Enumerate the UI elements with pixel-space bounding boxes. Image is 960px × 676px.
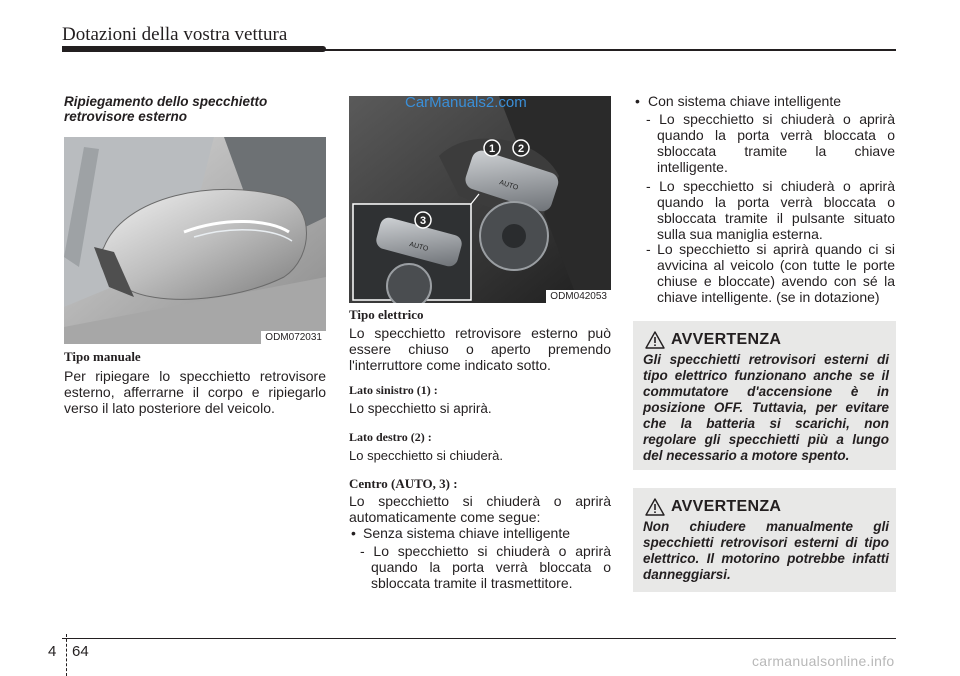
switch-image (349, 96, 611, 303)
manual-heading: Tipo manuale (64, 349, 141, 364)
bullet-smart-key: Con sistema chiave intelligente (648, 93, 841, 109)
warning-icon (645, 331, 665, 354)
manual-text: Per ripiegare lo specchietto retrovisore esterno, afferrarne il corpo e ripiegarlo verso il lato posteriore del veicolo. (64, 368, 326, 416)
chapter-number: 4 (48, 643, 57, 660)
footer-rule (62, 638, 896, 639)
bullet-dot: • (635, 93, 640, 109)
footer-divider (66, 634, 67, 676)
warning-box-2 (633, 488, 896, 592)
bullet-dot: • (351, 525, 356, 541)
header-accent-bar (62, 46, 326, 52)
mirror-image (64, 137, 326, 344)
left-side-heading: Lato sinistro (1) : (349, 383, 438, 397)
electric-heading: Tipo elettrico (349, 307, 424, 322)
auto-label-inset: AUTO (408, 241, 429, 253)
right-side-text: Lo specchietto si chiuderà. (349, 448, 503, 463)
callout-1: 1 (488, 143, 496, 155)
center-heading: Centro (AUTO, 3) : (349, 476, 458, 491)
warning-title-2: AVVERTENZA (671, 498, 782, 515)
smart-key-dash-2: - Lo specchietto si chiuderà o aprirà quando la porta verrà bloccata o sbloccata tramite il pulsante situato sulla sua maniglia esterna. (646, 178, 895, 242)
switch-illustration (349, 96, 611, 303)
page-header-title: Dotazioni della vostra vettura (62, 24, 288, 45)
left-side-text: Lo specchietto si aprirà. (349, 401, 492, 416)
no-key-dash-item: - Lo specchietto si chiuderà o aprirà quando la porta verrà bloccata o sbloccata tramite il trasmettitore. (360, 543, 611, 591)
callout-2: 2 (517, 143, 525, 155)
section-title: Ripiegamento dello specchietto retrovisore esterno (64, 94, 268, 124)
auto-label-switch: AUTO (498, 179, 519, 192)
right-side-heading: Lato destro (2) : (349, 430, 432, 444)
image-label-switch: ODM042053 (546, 290, 611, 303)
smart-key-dash-1: - Lo specchietto si chiuderà o aprirà quando la porta verrà bloccata o sbloccata tramite la chiave intelligente. (646, 111, 895, 175)
mirror-illustration (64, 137, 326, 344)
warning-title-1: AVVERTENZA (671, 331, 782, 348)
smart-key-dash-3: - Lo specchietto si aprirà quando ci si avvicina al veicolo (con tutte le porte chiuse e bloccate) avendo con sé la chiave intelligente. (se in dotazione) (646, 241, 895, 305)
warning-text-2: Non chiudere manualmente gli specchietti retrovisori esterni di tipo elettrico. Il motorino potrebbe infatti danneggiarsi. (643, 519, 889, 582)
watermark-text: CarManuals2.com (405, 96, 527, 111)
warning-icon (645, 498, 665, 521)
image-label-mirror: ODM072031 (261, 331, 326, 344)
warning-text-1: Gli specchietti retrovisori esterni di tipo elettrico funzionano anche se il commutatore d'accensione è in posizione OFF. Tuttavia, per evitare che la batteria si scarichi, non regolare gli specchietti più a lungo del necessario a motore spento. (643, 352, 889, 463)
bullet-no-smart-key: Senza sistema chiave intelligente (363, 525, 571, 541)
page-number: 64 (72, 643, 89, 660)
electric-text: Lo specchietto retrovisore esterno può essere chiuso o aperto premendo l'interruttore come indicato sotto. (349, 325, 611, 373)
footer-site-watermark[interactable]: carmanualsonline.info (752, 653, 895, 669)
warning-box-1 (633, 321, 896, 470)
center-text: Lo specchietto si chiuderà o aprirà automaticamente come segue: (349, 493, 611, 525)
callout-3: 3 (419, 215, 427, 227)
